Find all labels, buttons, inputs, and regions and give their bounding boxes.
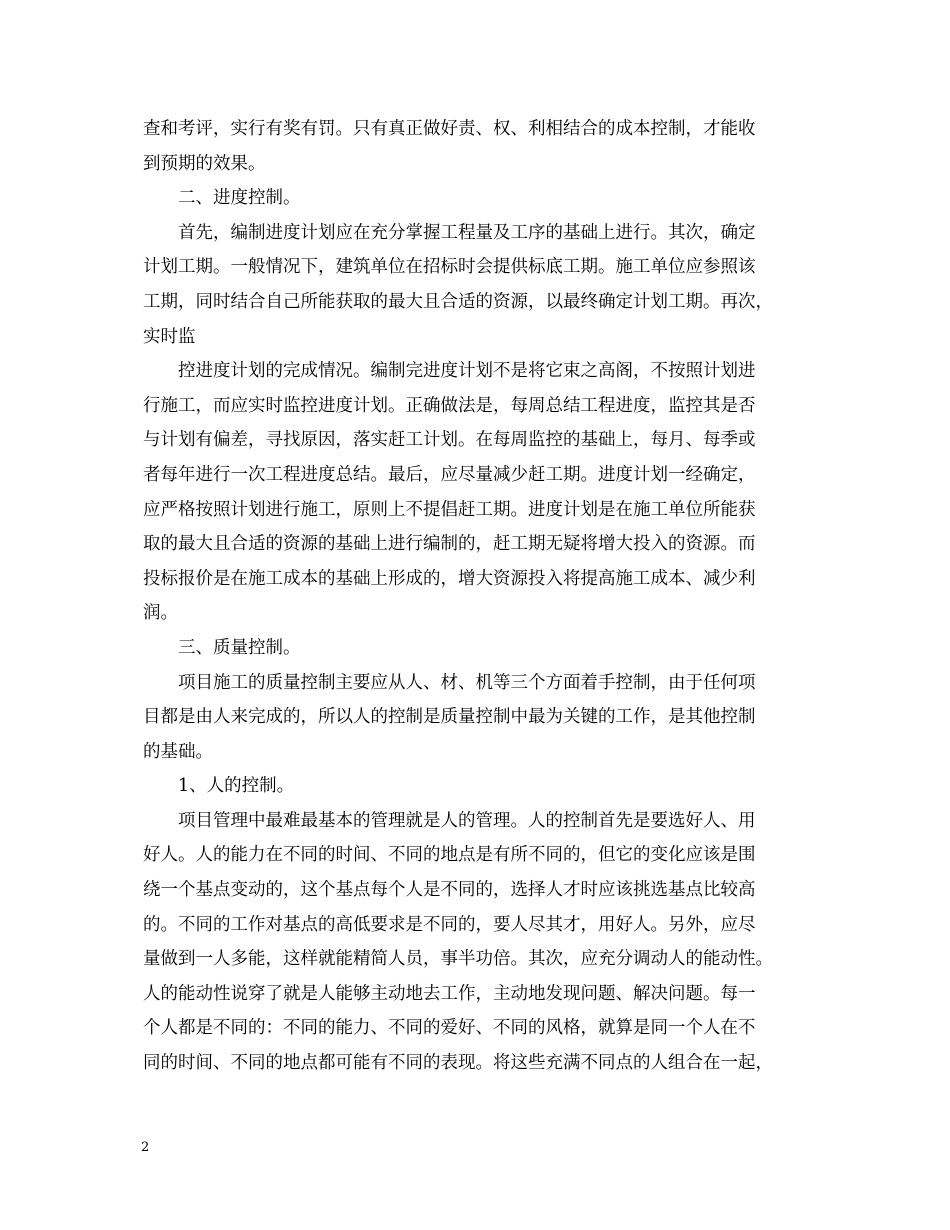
text-line: 到预期的效果。	[143, 153, 266, 174]
text-line: 行施工，而应实时监控进度计划。正确做法是，每周总结工程进度，监控其是否	[143, 395, 756, 416]
text-line: 绕一个基点变动的，这个基点每个人是不同的，选择人才时应该挑选基点比较高	[143, 880, 756, 901]
text-line: 工期，同时结合自己所能获取的最大且合适的资源，以最终确定计划工期。再次，	[143, 291, 773, 312]
text-line: 取的最大且合适的资源的基础上进行编制的，赶工期无疑将增大投入的资源。而	[143, 534, 756, 555]
text-line: 应严格按照计划进行施工，原则上不提倡赶工期。进度计划是在施工单位所能获	[143, 499, 756, 520]
text-line: 实时监	[143, 326, 196, 347]
text-line: 项目施工的质量控制主要应从人、材、机等三个方面着手控制，由于任何项	[178, 672, 756, 693]
text-line: 1、人的控制。	[178, 776, 295, 797]
text-line: 投标报价是在施工成本的基础上形成的，增大资源投入将提高施工成本、减少利	[143, 568, 756, 589]
text-line: 好人。人的能力在不同的时间、不同的地点是有所不同的，但它的变化应该是围	[143, 845, 756, 866]
text-line: 量做到一人多能，这样就能精简人员，事半功倍。其次，应充分调动人的能动性。	[143, 949, 773, 970]
text-line: 三、质量控制。	[178, 637, 301, 658]
text-line: 的。不同的工作对基点的高低要求是不同的，要人尽其才，用好人。另外，应尽	[143, 914, 756, 935]
text-line: 目都是由人来完成的，所以人的控制是质量控制中最为关键的工作，是其他控制	[143, 707, 756, 728]
page-number: 2	[141, 1140, 150, 1155]
text-line: 者每年进行一次工程进度总结。最后，应尽量减少赶工期。进度计划一经确定，	[143, 464, 756, 485]
text-line: 人的能动性说穿了就是人能够主动地去工作，主动地发现问题、解决问题。每一	[143, 983, 756, 1004]
text-line: 查和考评，实行有奖有罚。只有真正做好责、权、利相结合的成本控制，才能收	[143, 119, 756, 139]
text-line: 控进度计划的完成情况。编制完进度计划不是将它束之高阁，不按照计划进	[178, 361, 756, 382]
text-line: 个人都是不同的：不同的能力、不同的爱好、不同的风格，就算是同一个人在不	[143, 1018, 756, 1039]
text-line: 二、进度控制。	[178, 188, 301, 209]
text-line: 计划工期。一般情况下，建筑单位在招标时会提供标底工期。施工单位应参照该	[143, 257, 756, 278]
text-line: 首先，编制进度计划应在充分掌握工程量及工序的基础上进行。其次，确定	[178, 222, 756, 243]
text-line: 润。	[143, 603, 178, 624]
text-line: 项目管理中最难最基本的管理就是人的管理。人的控制首先是要选好人、用	[178, 810, 756, 831]
text-line: 同的时间、不同的地点都可能有不同的表现。将这些充满不同点的人组合在一起，	[143, 1053, 773, 1074]
text-line: 与计划有偏差，寻找原因，落实赶工计划。在每周监控的基础上，每月、每季或	[143, 430, 756, 451]
text-line: 的基础。	[143, 741, 213, 762]
body-text	[143, 112, 828, 1081]
